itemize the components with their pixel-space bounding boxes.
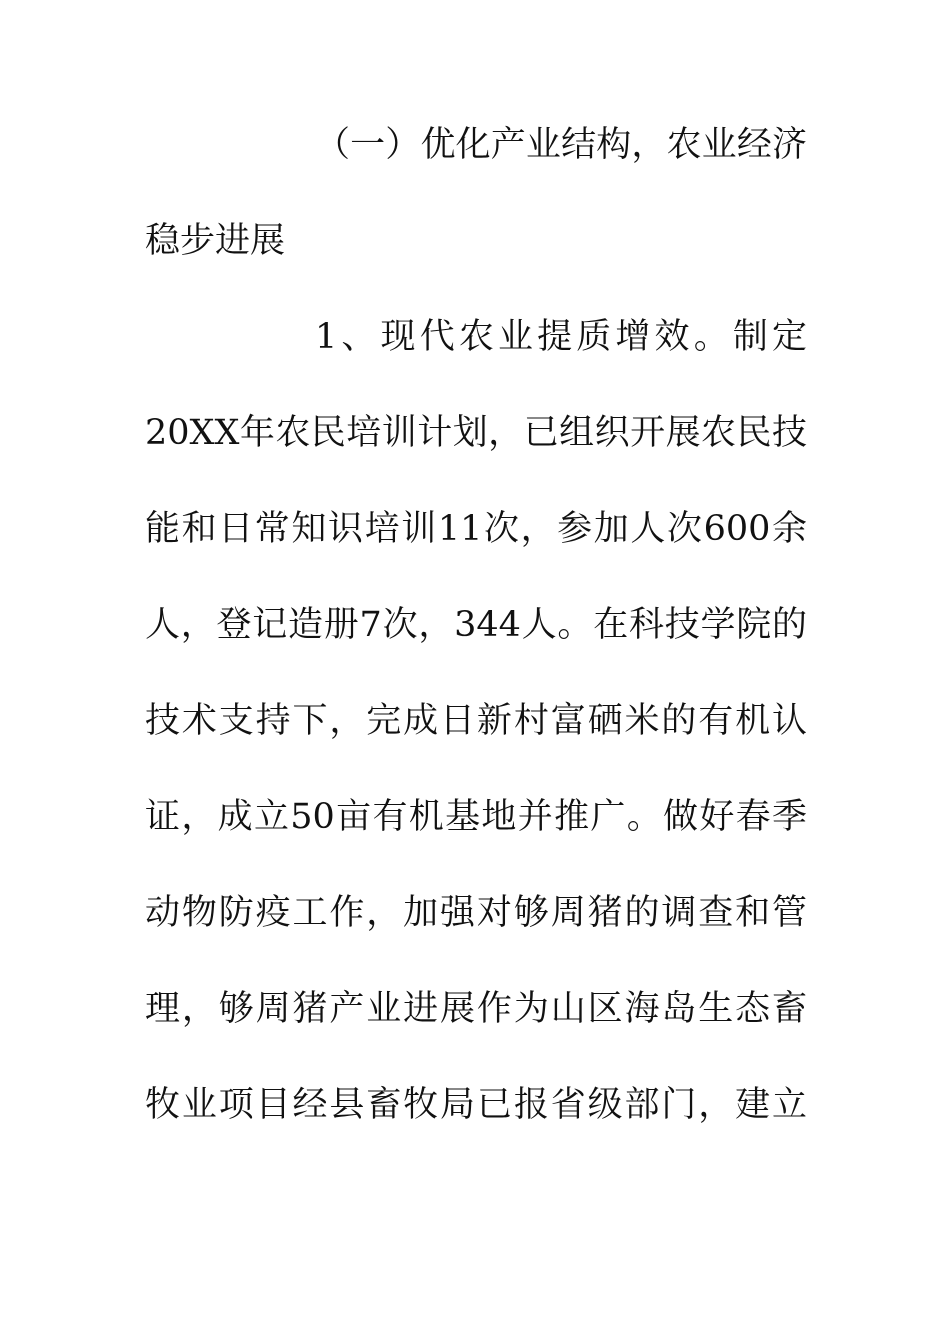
paragraph-line-6: 证，成立50亩有机基地并推广。做好春季: [145, 797, 807, 837]
section-heading-line-2: 稳步进展: [145, 221, 286, 261]
paragraph-line-1: 1、现代农业提质增效。制定: [315, 317, 807, 357]
paragraph-line-9: 牧业项目经县畜牧局已报省级部门，建立: [145, 1085, 807, 1125]
paragraph-line-8: 理，够周猪产业进展作为山区海岛生态畜: [145, 989, 807, 1029]
paragraph-line-7: 动物防疫工作，加强对够周猪的调查和管: [145, 893, 807, 933]
paragraph-line-4: 人，登记造册7次，344人。在科技学院的: [145, 605, 807, 645]
paragraph-line-2: 20XX年农民培训计划，已组织开展农民技: [145, 413, 807, 453]
document-body: [145, 122, 807, 1178]
section-heading-line-1: （一）优化产业结构，农业经济: [315, 125, 807, 165]
paragraph-line-3: 能和日常知识培训11次，参加人次600余: [145, 509, 807, 549]
paragraph-line-5: 技术支持下，完成日新村富硒米的有机认: [145, 701, 807, 741]
